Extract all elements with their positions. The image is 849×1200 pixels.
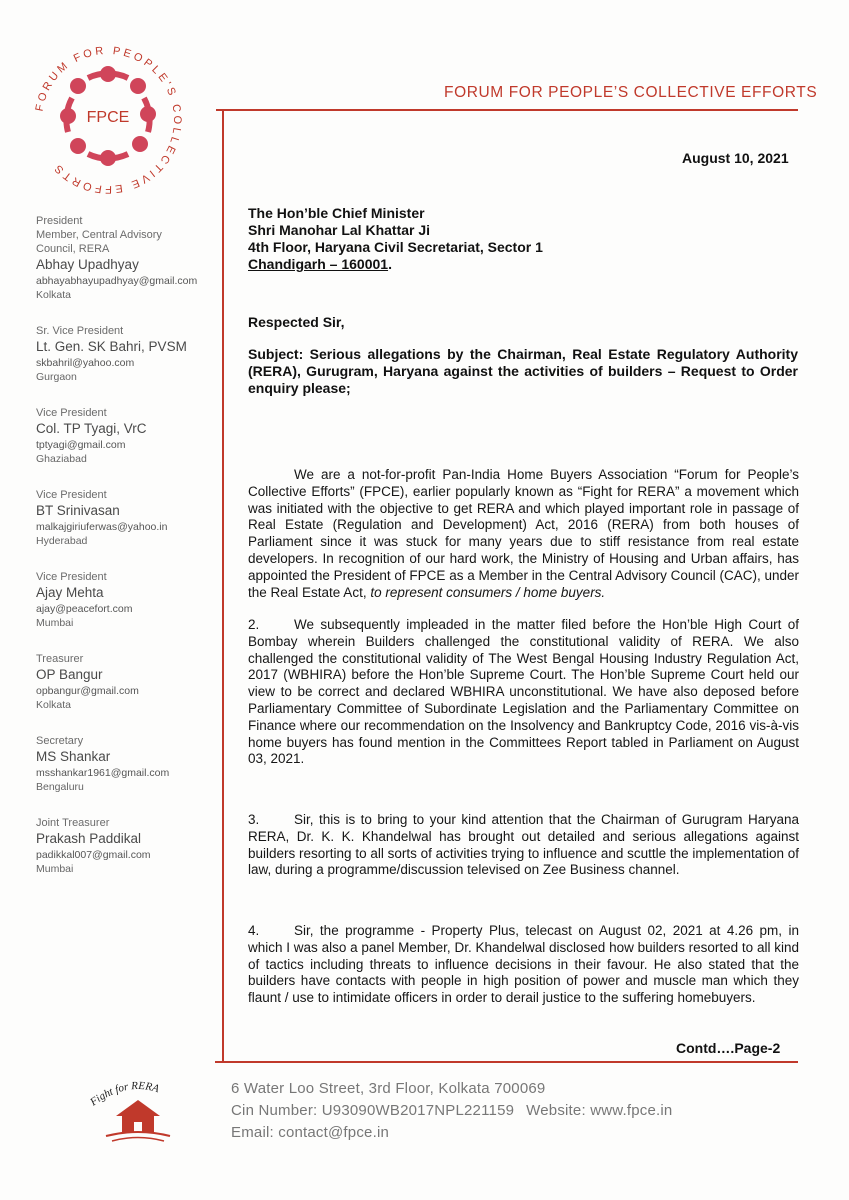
address-city: Chandigarh – 160001 <box>248 256 389 272</box>
paragraph-number: 2. <box>248 617 260 632</box>
officer-role-line2: Member, Central Advisory <box>36 229 162 241</box>
officer-vice-president-1 <box>36 406 218 466</box>
officer-email: msshankar1961@gmail.com <box>36 767 170 779</box>
officer-joint-treasurer <box>36 816 218 876</box>
address-line: Shri Manohar Lal Khattar Ji <box>248 222 431 238</box>
officer-city: Kolkata <box>36 289 72 301</box>
address-line: The Hon’ble Chief Minister <box>248 205 425 221</box>
officer-city: Mumbai <box>36 863 74 875</box>
officer-city: Bengaluru <box>36 781 84 793</box>
continued-marker: Contd….Page-2 <box>676 1040 781 1056</box>
officer-city: Kolkata <box>36 699 72 711</box>
footer-rule <box>215 1061 798 1063</box>
officers-sidebar <box>36 214 218 898</box>
header-rule <box>216 109 798 111</box>
footer-website[interactable]: Website: www.fpce.in <box>526 1102 673 1119</box>
officer-vice-president-3 <box>36 570 218 630</box>
footer-contact <box>231 1078 672 1144</box>
officer-role: Vice President <box>36 489 107 501</box>
paragraph-4-text: Sir, the programme - Property Plus, telecast on August 02, 2021 at 4.26 pm, in which I was also a panel Member, Dr. Khandelwal disclosed how builders resorted to all kind of tactics including threats to influence decisions in their favour. He also stated that the builders have contacts with people in high position of power and muscle man which they flaunt / use to intimidate officers in order to derail justice to the suffering homebuyers. <box>248 923 799 1006</box>
officer-name: OP Bangur <box>36 667 103 682</box>
address-period: . <box>388 256 392 272</box>
officer-email: padikkal007@gmail.com <box>36 849 151 861</box>
officer-city: Hyderabad <box>36 535 88 547</box>
officer-name: Prakash Paddikal <box>36 831 142 846</box>
paragraph-3-text: Sir, this is to bring to your kind attention that the Chairman of Gurugram Haryana RERA, Dr. K. K. Khandelwal has brought out detailed and serious allegations against builders resorting to all sorts of activities trying to influence and scuttle the implementation of law, during a programme/discussion televised on Zee Business channel. <box>248 812 799 878</box>
recipient-address <box>248 205 543 273</box>
officer-role: President <box>36 215 83 227</box>
officer-role: Treasurer <box>36 653 84 665</box>
officer-city: Gurgaon <box>36 371 77 383</box>
officer-email: malkajgiriuferwas@yahoo.in <box>36 521 168 533</box>
letter-date: August 10, 2021 <box>682 150 789 166</box>
officer-vice-president-2 <box>36 488 218 548</box>
paragraph-number: 3. <box>248 812 260 827</box>
officer-email: opbangur@gmail.com <box>36 685 139 697</box>
paragraph-4 <box>248 923 799 1007</box>
salutation: Respected Sir, <box>248 314 345 330</box>
paragraph-2 <box>248 617 799 768</box>
officer-email: abhayabhayupadhyay@gmail.com <box>36 275 198 287</box>
officer-president <box>36 214 218 302</box>
paragraph-1-text: We are a not-for-profit Pan-India Home Buyers Association “Forum for People’s Collective Efforts” (FPCE), earlier popularly known as “Fight for RERA” a movement which was initiated with the objective to get RERA and which played important role in passage of Real Estate (Regulation and Development) Act, 2016 (RERA) from both houses of Parliament since it was stuck for many years due to stiff resistance from real estate developers. In recognition of our hard work, the Ministry of Housing and Urban affairs, has appointed the President of FPCE as a Member in the Central Advisory Council (CAC), under the Real Estate Act, <box>248 467 799 600</box>
svg-text:Fight for RERA: Fight for RERA <box>88 1079 161 1109</box>
paragraph-number: 4. <box>248 923 260 938</box>
paragraph-1-italic: to represent consumers / home buyers. <box>370 584 606 600</box>
officer-role-line3: Council, RERA <box>36 243 110 255</box>
footer-email[interactable]: Email: contact@fpce.in <box>231 1124 390 1141</box>
fpce-logo <box>28 40 188 200</box>
logo-text: FPCE <box>86 109 130 126</box>
officer-name: MS Shankar <box>36 749 111 764</box>
officer-email: skbahril@yahoo.com <box>36 357 135 369</box>
footer-registration <box>231 1100 672 1122</box>
footer-address: 6 Water Loo Street, 3rd Floor, Kolkata 700069 <box>231 1080 546 1097</box>
officer-email: tptyagi@gmail.com <box>36 439 126 451</box>
officer-name: BT Srinivasan <box>36 503 120 518</box>
officer-city: Ghaziabad <box>36 453 87 465</box>
sidebar-divider <box>222 111 224 1061</box>
officer-email: ajay@peacefort.com <box>36 603 133 615</box>
officer-name: Abhay Upadhyay <box>36 257 139 272</box>
org-title: FORUM FOR PEOPLE’S COLLECTIVE EFFORTS <box>444 84 818 101</box>
address-line-city <box>248 256 543 273</box>
officer-name: Ajay Mehta <box>36 585 104 600</box>
officer-role: Vice President <box>36 407 107 419</box>
officer-name: Col. TP Tyagi, VrC <box>36 421 147 436</box>
fight-for-rera-logo <box>78 1072 198 1144</box>
address-line: 4th Floor, Haryana Civil Secretariat, Sector 1 <box>248 239 543 255</box>
subject-line: Subject: Serious allegations by the Chairman, Real Estate Regulatory Authority (RERA), Gurugram, Haryana against the activities of builders – Request to Order enquiry please; <box>248 346 798 396</box>
officer-treasurer <box>36 652 218 712</box>
officer-role: Vice President <box>36 571 107 583</box>
officer-sr-vice-president <box>36 324 218 384</box>
officer-city: Mumbai <box>36 617 74 629</box>
officer-secretary <box>36 734 218 794</box>
officer-role: Joint Treasurer <box>36 817 110 829</box>
paragraph-2-text: We subsequently impleaded in the matter filed before the Hon’ble High Court of Bombay wherein Builders challenged the constitutional validity of RERA. We also challenged the constitutional validity of The West Bengal Housing Industry Regulation Act, 2017 (WBHIRA) before the Hon’ble Supreme Court. The Hon’ble Supreme Court held our view to be correct and declared WBHIRA unconstitutional. We have also deposed before Parliamentary Committee of Subordinate Legislation and the Parliamentary Committee on Finance where our recommendation on the Insolvency and Bankruptcy Code, 2016 vis-à-vis home buyers has found mention in the Committees Report tabled in Parliament on August 03, 2021. <box>248 617 799 767</box>
footer-cin: Cin Number: U93090WB2017NPL221159 <box>231 1102 515 1119</box>
svg-text:FORUM FOR PEOPLE'S COLLECTIVE: FORUM FOR PEOPLE'S COLLECTIVE EFFORTS <box>33 44 184 196</box>
paragraph-3 <box>248 812 799 879</box>
officer-name: Lt. Gen. SK Bahri, PVSM <box>36 339 187 354</box>
officer-role: Sr. Vice President <box>36 325 124 337</box>
officer-role: Secretary <box>36 735 84 747</box>
paragraph-1 <box>248 467 799 601</box>
